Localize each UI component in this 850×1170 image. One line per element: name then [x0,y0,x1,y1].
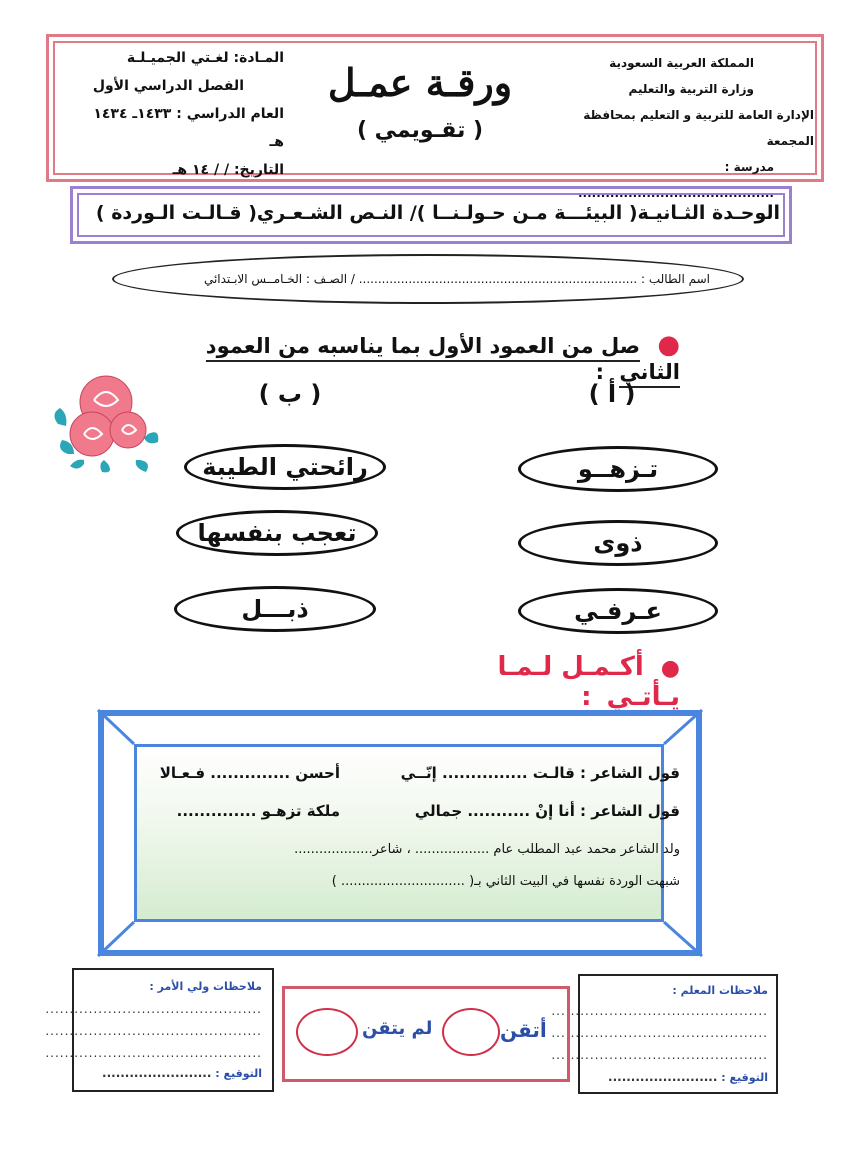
parent-notes-line-3[interactable]: ............................................. [45,1046,262,1060]
student-name-field[interactable]: اسم الطالب : ......................................................................... / الصـف : الخـامــس الابـتدائي [203,272,710,286]
question2-colon: : [581,682,592,712]
column-b-label: ( ب ) [258,380,322,408]
header-left-info [84,44,284,184]
header-right-info [544,50,814,206]
question1-heading [180,330,680,384]
subject-text: المـادة: لغـتي الجميـلـة [126,50,284,66]
worksheet-subtitle: ( تقـويمي ) [356,118,484,143]
worksheet-title: ورقـة عمـل [327,60,513,105]
ministry-text: وزارة التربية والتعليم [628,82,754,96]
completion-line-1a[interactable]: قول الشاعر : قالـت ............... إنّــي [400,764,680,782]
directorate-text: الإدارة العامة للتربية و التعليم بمحافظة المجمعة [583,108,814,148]
completion-line-4[interactable]: شبهت الوردة نفسها في البيت الثاني بـ( .............................. ) [331,874,680,889]
unit-title: الوحـدة الثـانيـة( البيئـــة مـن حـولـنــا )/ النـص الشـعـري( قـالـت الـوردة ) [95,202,780,224]
completion-line-2b[interactable]: ملكة تزهـو .............. [176,802,340,820]
red-bullet-icon: ● [660,656,680,681]
teacher-notes-line-1[interactable]: ............................................. [551,1004,768,1018]
question1-title: صل من العمود الأول بما يناسبه من العمود الثاني [206,334,680,388]
semester-text: الفصل الدراسي الأول [92,78,244,94]
question2-title: أكـمـل لـمـا يـأتـي [497,652,680,712]
red-bullet-icon: ● [657,330,680,360]
column-a-item-2[interactable]: ذوى [518,520,718,566]
rose-flower-icon [48,364,166,474]
year-text: العام الدراسي : ١٤٣٣ـ ١٤٣٤ هـ [93,106,284,150]
column-b-item-1[interactable]: رائحتي الطيبة [184,444,386,490]
column-a-item-3[interactable]: عـرفـي [518,588,718,634]
mastered-circle[interactable] [442,1008,500,1056]
question1-colon: : [595,360,604,384]
not-mastered-circle[interactable] [296,1008,358,1056]
completion-line-2a[interactable]: قول الشاعر : أنا إنْ ........... جمالي [414,802,680,820]
question2-heading [420,652,680,712]
teacher-signature-label: التوقيع : ........................ [608,1070,768,1084]
parent-signature-label: التوقيع : ........................ [102,1066,262,1080]
mastered-label: أتقن [500,1018,547,1042]
school-text: مدرسة : ........................................... [577,160,774,200]
completion-line-1b[interactable]: أحسن .............. فـعـالا [159,764,340,782]
teacher-notes-title: ملاحظات المعلم : [672,984,768,997]
kingdom-text: المملكة العربية السعودية [609,56,754,70]
teacher-notes-line-3[interactable]: ............................................. [551,1048,768,1062]
teacher-notes-line-2[interactable]: ............................................. [551,1026,768,1040]
column-a-item-1[interactable]: تـزهــو [518,446,718,492]
column-b-item-3[interactable]: ذبـــل [174,586,376,632]
parent-notes-title: ملاحظات ولي الأمر : [149,980,262,993]
not-mastered-label: لم يتقن [362,1018,433,1039]
column-a-label: ( أ ) [588,380,636,408]
completion-line-3[interactable]: ولد الشاعر محمد عبد المطلب عام .................. ، شاعر................... [294,842,680,857]
date-text: التاريخ: / / ١٤ هـ [172,162,284,178]
column-b-item-2[interactable]: تعجب بنفسها [176,510,378,556]
parent-notes-line-2[interactable]: ............................................. [45,1024,262,1038]
parent-notes-line-1[interactable]: ............................................. [45,1002,262,1016]
